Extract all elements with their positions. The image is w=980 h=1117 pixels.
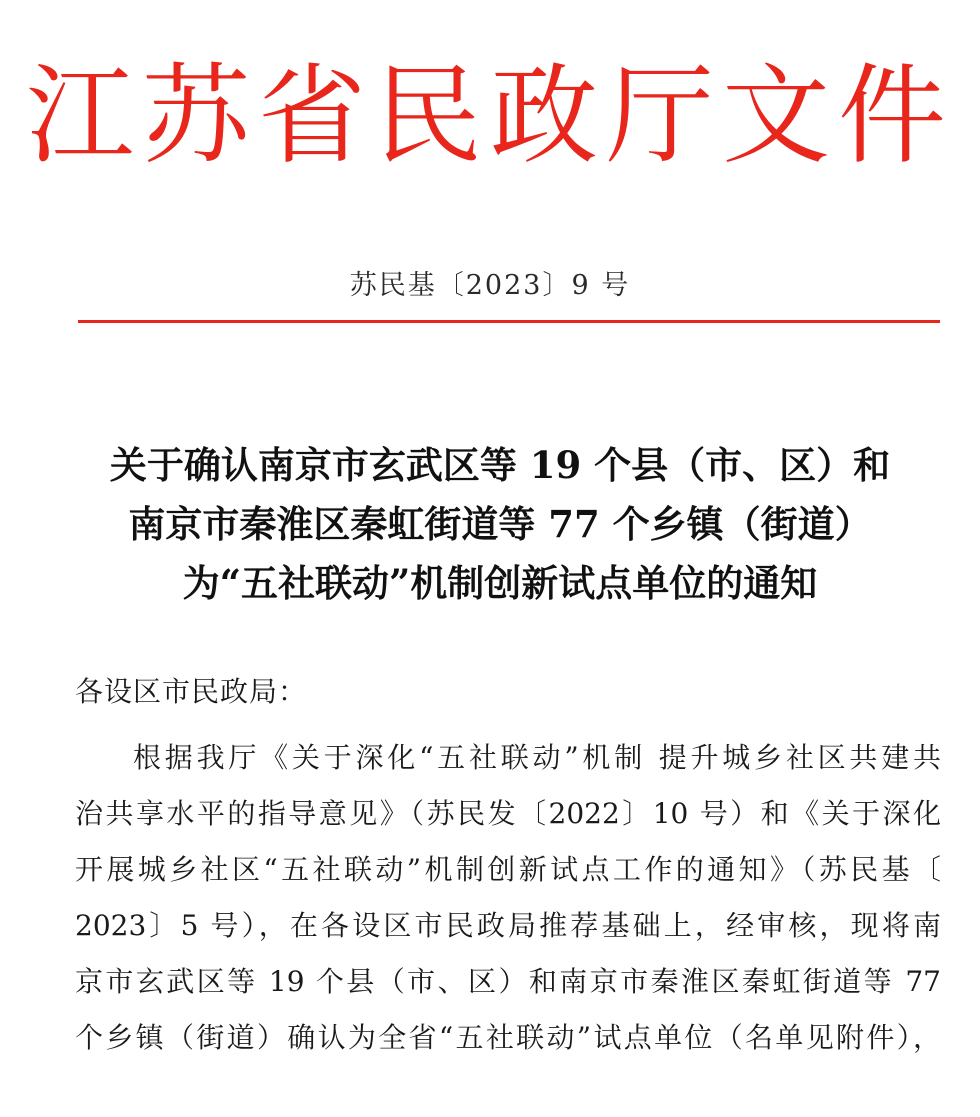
red-divider-line	[78, 320, 940, 323]
body-line-1: 根据我厅《关于深化“五社联动”机制 提升城乡社区共建共	[133, 741, 941, 774]
body-line-2: 治共享水平的指导意见》（苏民发〔2022〕10 号）和《关于深化	[75, 797, 941, 830]
title-line-2: 南京市秦淮区秦虹街道等 77 个乡镇（街道）	[128, 502, 872, 546]
salutation: 各设区市民政局：	[75, 675, 308, 708]
body-paragraph	[75, 730, 941, 1066]
title-line-3: 为“五社联动”机制创新试点单位的通知	[182, 561, 818, 605]
body-line-3: 开展城乡社区“五社联动”机制创新试点工作的通知》（苏民基〔	[75, 853, 941, 886]
document-masthead: 江苏省民政厅文件	[25, 54, 954, 179]
document-number: 苏民基〔2023〕9 号	[349, 270, 631, 301]
body-line-5: 京市玄武区等 19 个县（市、区）和南京市秦淮区秦虹街道等 77	[75, 965, 941, 998]
notice-title	[40, 436, 960, 613]
body-line-4: 2023〕5 号），在各设区市民政局推荐基础上，经审核，现将南	[75, 909, 941, 942]
body-line-6: 个乡镇（街道）确认为全省“五社联动”试点单位（名单见附件），	[75, 1021, 941, 1054]
title-line-1: 关于确认南京市玄武区等 19 个县（市、区）和	[109, 443, 891, 487]
